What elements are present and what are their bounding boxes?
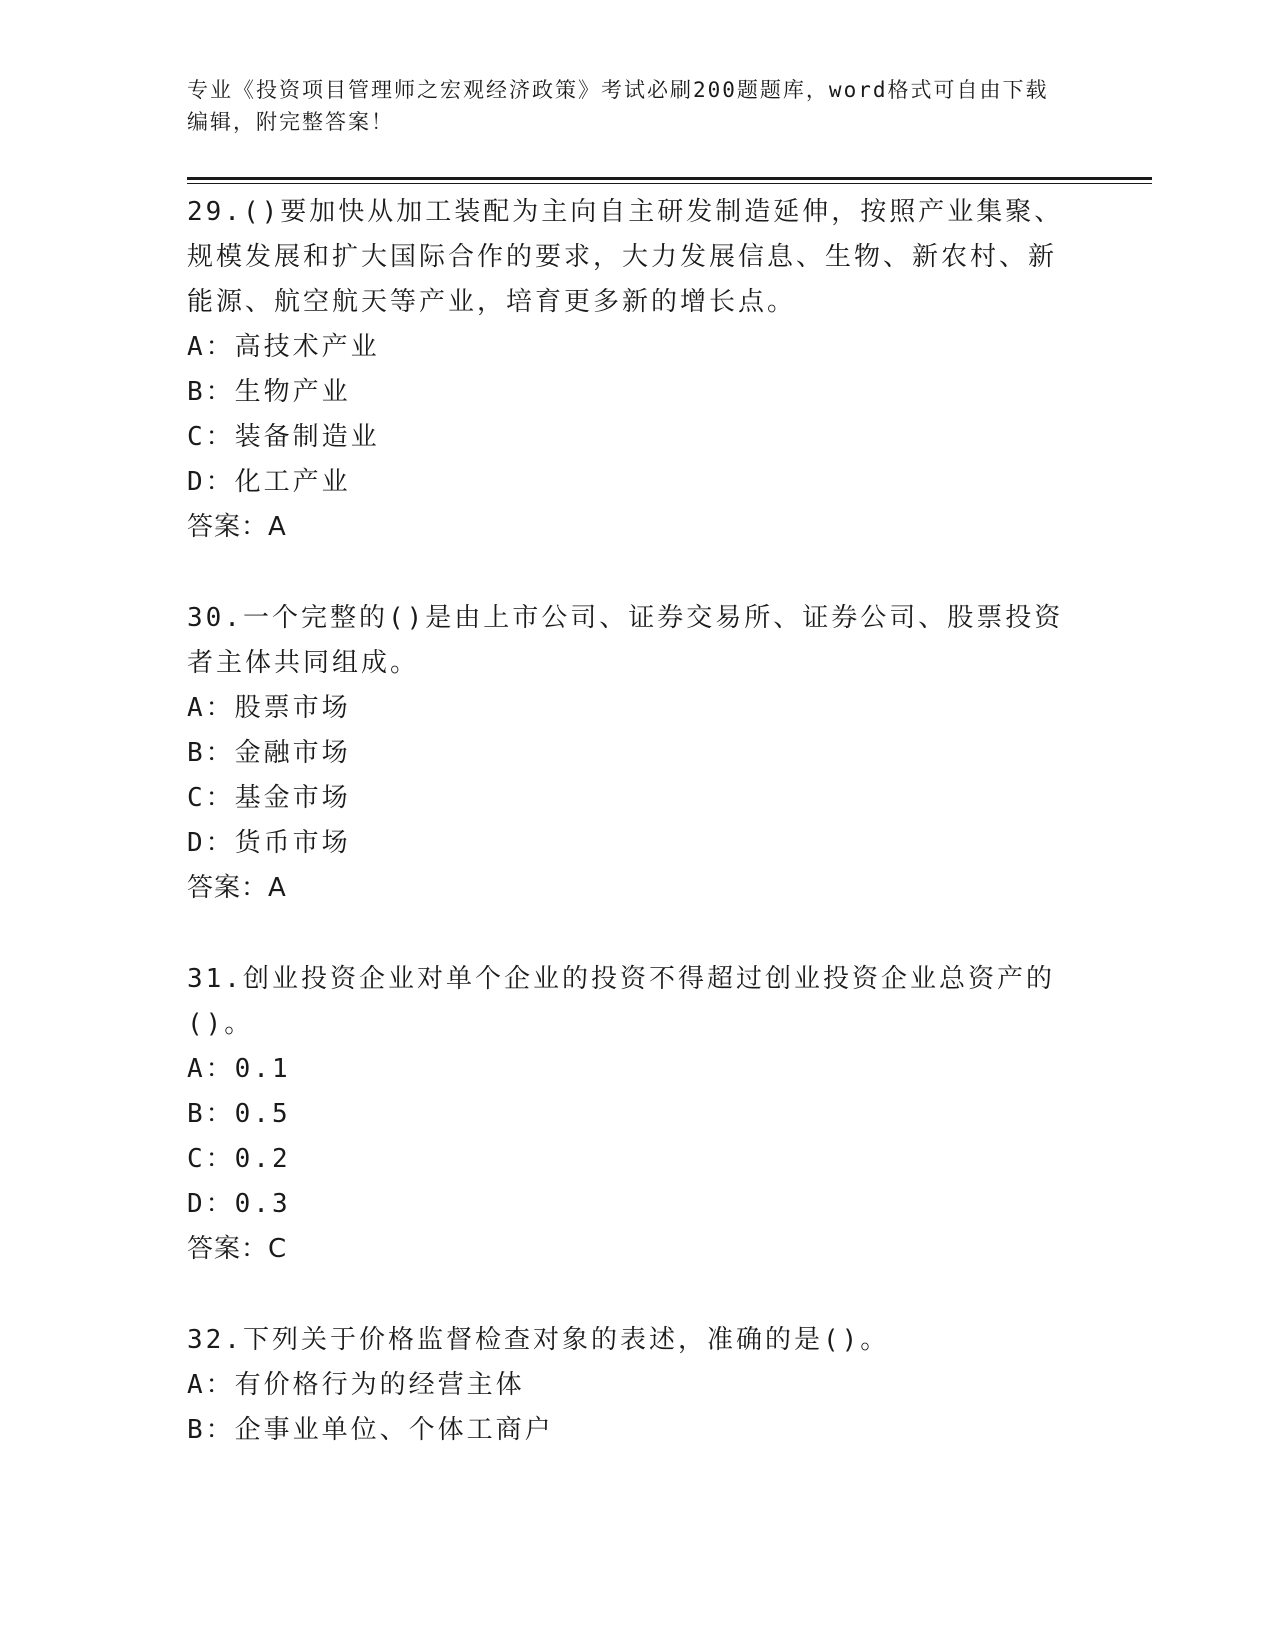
option-c: C：装备制造业 xyxy=(187,422,380,452)
question-stem: 30.一个完整的()是由上市公司、证券交易所、证券公司、股票投资者主体共同组成。 xyxy=(187,603,1064,678)
option-a: A：高技术产业 xyxy=(187,332,380,362)
question-list xyxy=(187,190,1077,1499)
document-header: 专业《投资项目管理师之宏观经济政策》考试必刷200题题库，word格式可自由下载编辑，附完整答案！ xyxy=(187,78,1049,134)
option-b: B：0.5 xyxy=(187,1099,291,1129)
option-a: A：有价格行为的经营主体 xyxy=(187,1370,525,1400)
header-divider-thick xyxy=(187,177,1152,180)
answer-line: 答案：A xyxy=(187,512,287,542)
answer-line: 答案：A xyxy=(187,873,287,903)
option-b: B：金融市场 xyxy=(187,738,351,768)
header-divider-thin xyxy=(187,183,1152,184)
option-d: D：化工产业 xyxy=(187,467,351,497)
question-31 xyxy=(187,957,1077,1272)
option-a: A：0.1 xyxy=(187,1054,291,1084)
question-30 xyxy=(187,596,1077,911)
option-b: B：生物产业 xyxy=(187,377,351,407)
answer-line: 答案：C xyxy=(187,1234,288,1264)
question-stem: 31.创业投资企业对单个企业的投资不得超过创业投资企业总资产的()。 xyxy=(187,964,1055,1039)
option-c: C：0.2 xyxy=(187,1144,291,1174)
option-d: D：货币市场 xyxy=(187,828,351,858)
option-b: B：企事业单位、个体工商户 xyxy=(187,1415,554,1445)
question-29 xyxy=(187,190,1077,550)
question-stem: 32.下列关于价格监督检查对象的表述，准确的是()。 xyxy=(187,1325,890,1355)
question-stem: 29.()要加快从加工装配为主向自主研发制造延伸，按照产业集聚、规模发展和扩大国际合作的要求，大力发展信息、生物、新农村、新能源、航空航天等产业，培育更多新的增长点。 xyxy=(187,197,1064,317)
option-a: A：股票市场 xyxy=(187,693,351,723)
option-c: C：基金市场 xyxy=(187,783,351,813)
option-d: D：0.3 xyxy=(187,1189,291,1219)
question-32 xyxy=(187,1318,1077,1453)
